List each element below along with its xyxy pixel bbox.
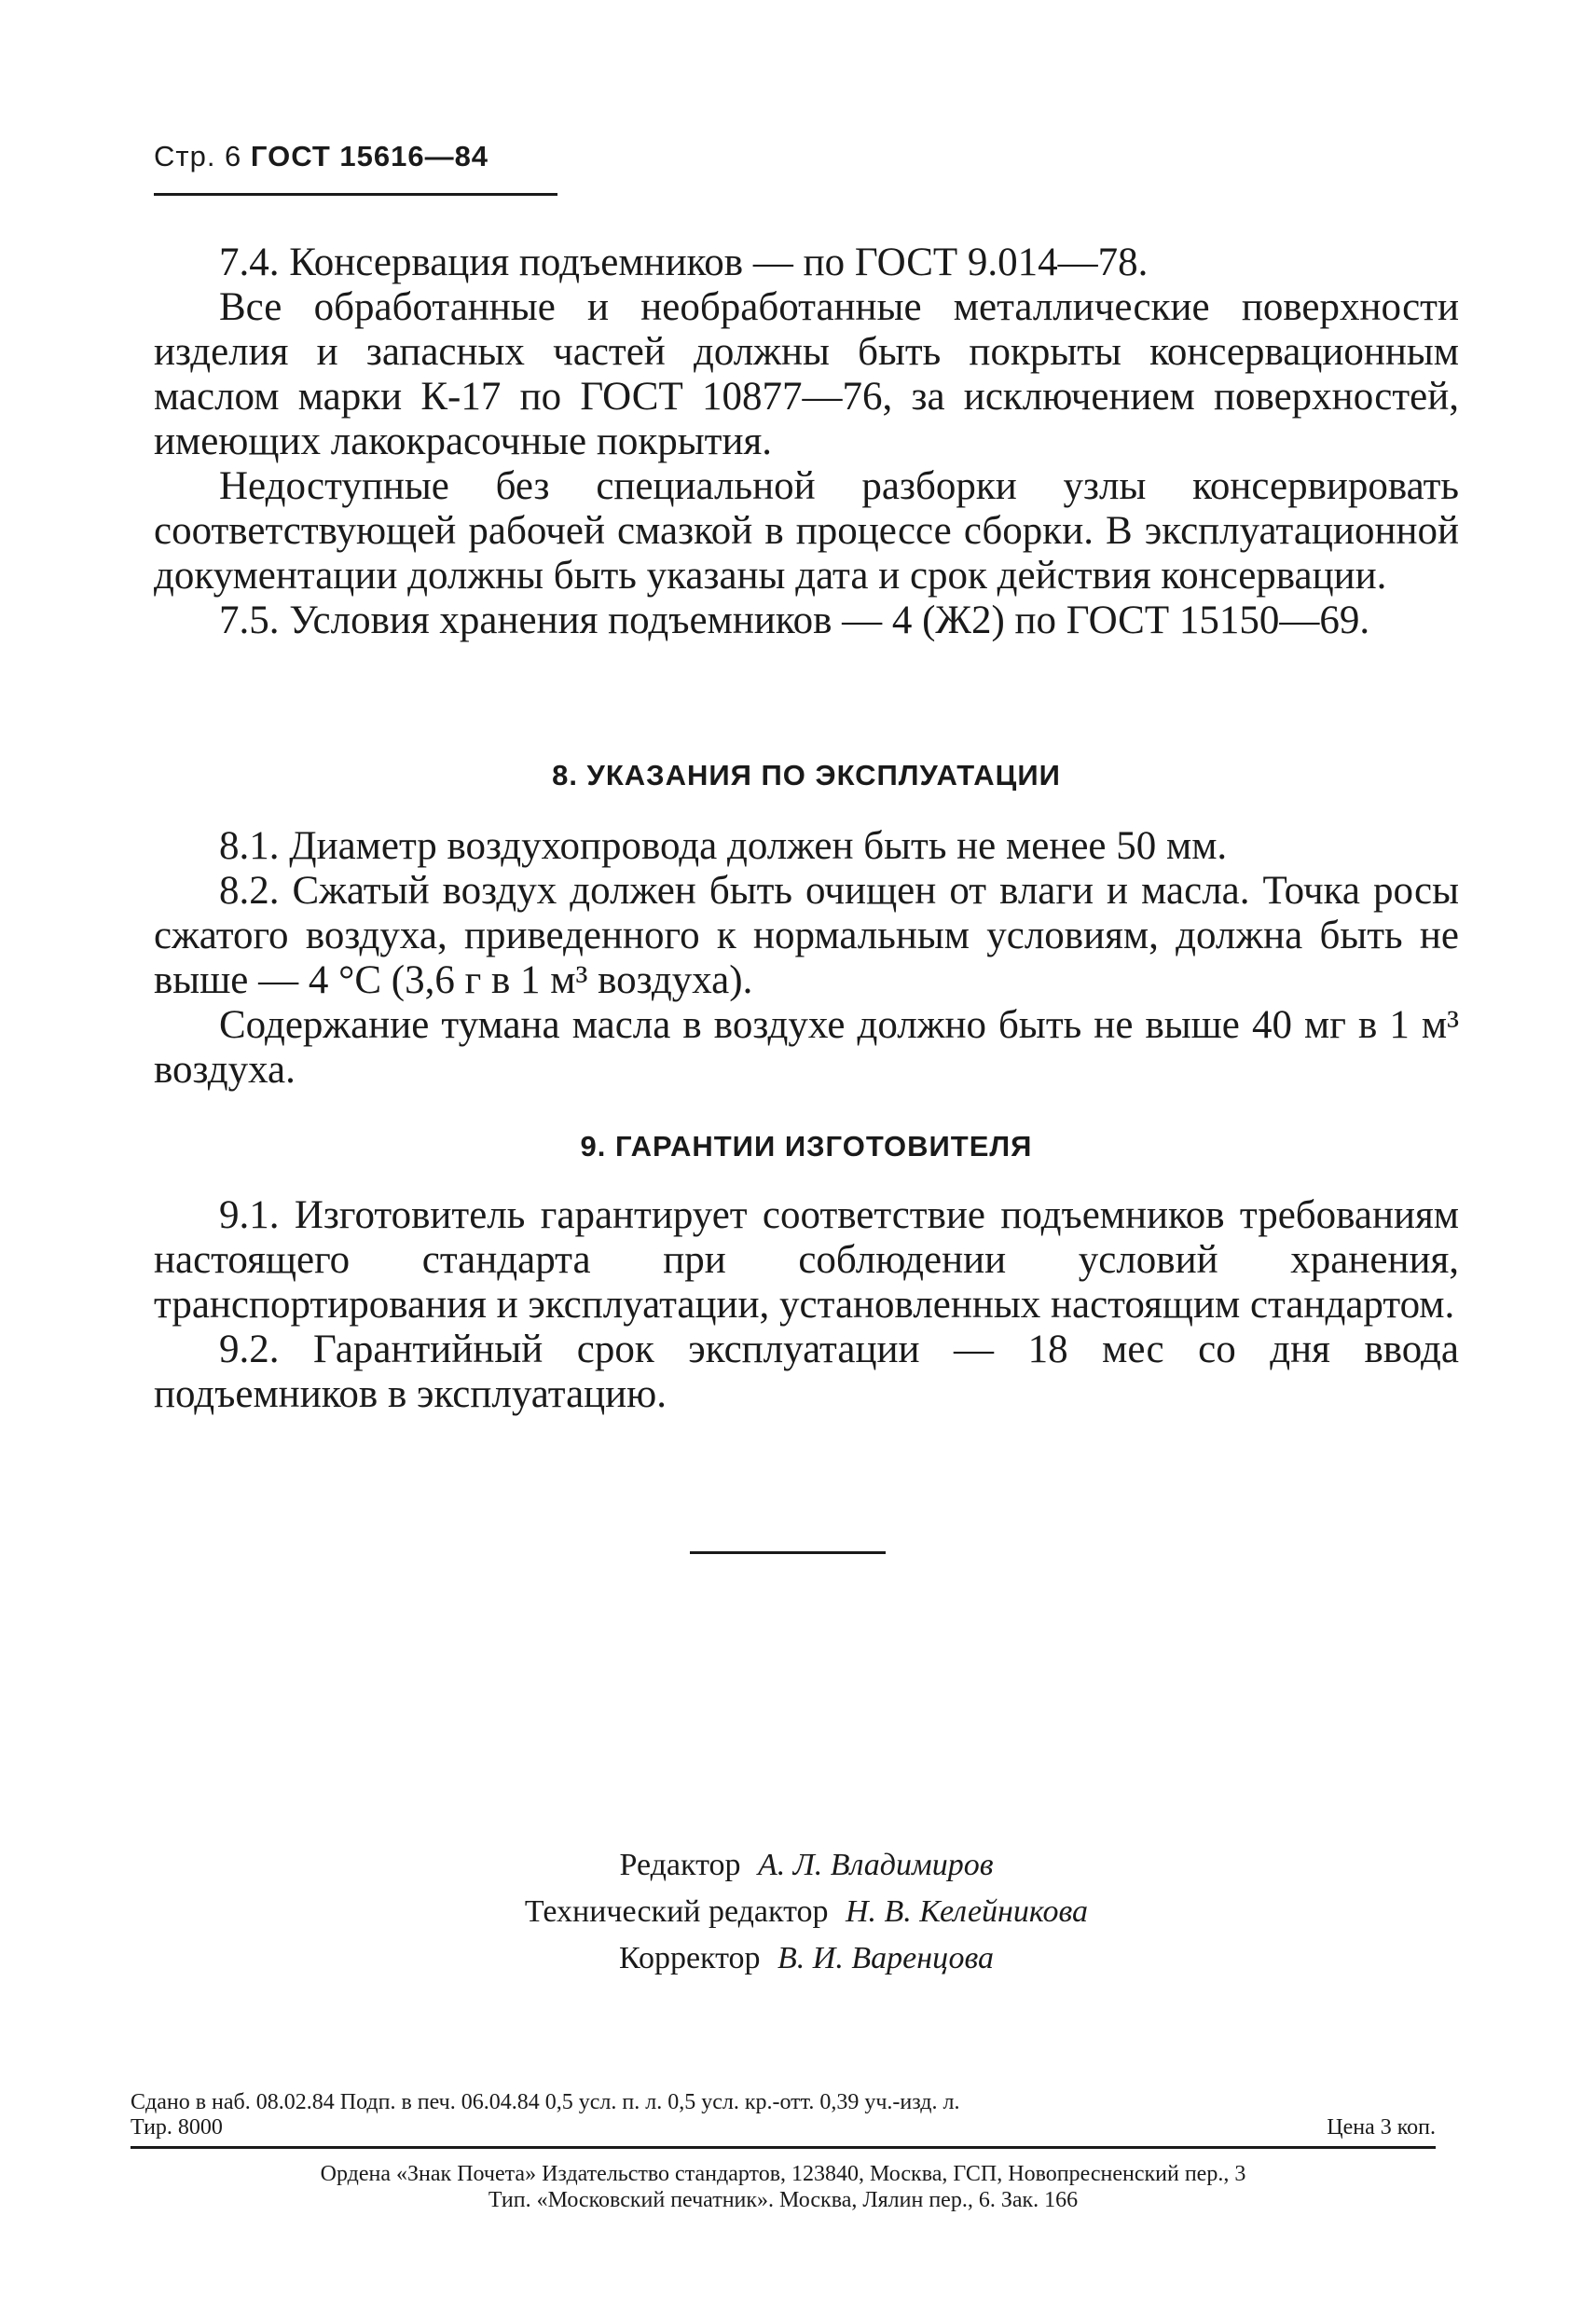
paragraph-7-5: 7.5. Условия хранения подъемников — 4 (Ж2) по ГОСТ 15150—69. <box>219 599 1370 642</box>
imprint-line-1 <box>131 2091 1436 2113</box>
credit-name: В. И. Варенцова <box>777 1941 995 1975</box>
paragraph-7-4-metal: Все обработанные и необработанные металлические поверхности изделия и запасных частей должны быть покрыты консервационным маслом марки К-17 по ГОСТ 10877—76, за исключением поверхностей, имеющих лакокрасочные покрытия. <box>154 285 1459 463</box>
imprint-print-run: Тир. 8000 <box>131 2115 223 2140</box>
paragraph-9-1: 9.1. Изготовитель гарантирует соответствие подъемников требованиям настоящего стандарта при соблюдении условий хранения, транспортирования и эксплуатации, установленных настоящим стандартом. <box>154 1193 1459 1327</box>
page-number: Стр. 6 <box>154 140 242 172</box>
paragraph-8-2: 8.2. Сжатый воздух должен быть очищен от влаги и масла. Точка росы сжатого воздуха, приведенного к нормальным условиям, должна быть не выше — 4 °С (3,6 г в 1 м³ воздуха). <box>154 869 1459 1002</box>
running-header <box>154 140 488 173</box>
publisher-info <box>131 2161 1436 2213</box>
section-9-title: 9. ГАРАНТИИ ИЗГОТОВИТЕЛЯ <box>580 1130 1033 1163</box>
paragraph-9-2: 9.2. Гарантийный срок эксплуатации — 18 мес со дня ввода подъемников в эксплуатацию. <box>154 1328 1459 1416</box>
credit-name: Н. В. Келейникова <box>845 1894 1089 1929</box>
publisher-line-2: Тип. «Московский печатник». Москва, Лялин пер., 6. Зак. 166 <box>488 2188 1079 2212</box>
section-9-body <box>154 1193 1459 1417</box>
credit-technical-editor <box>154 1889 1459 1935</box>
editorial-credits <box>154 1842 1459 1982</box>
imprint-price: Цена 3 коп. <box>1327 2115 1436 2140</box>
credit-role: Редактор <box>619 1848 741 1882</box>
paragraph-8-2-oil-mist: Содержание тумана масла в воздухе должно быть не выше 40 мг в 1 м³ воздуха. <box>154 1003 1459 1092</box>
credit-role: Корректор <box>618 1941 761 1975</box>
header-rule <box>154 193 557 196</box>
standard-code: ГОСТ 15616—84 <box>250 140 489 172</box>
paragraph-7-4: 7.4. Консервация подъемников — по ГОСТ 9.014—78. <box>219 241 1149 284</box>
imprint-dates: Сдано в наб. 08.02.84 Подп. в печ. 06.04.84 0,5 усл. п. л. 0,5 усл. кр.-отт. 0,39 уч.-изд. л. <box>131 2090 960 2114</box>
credit-editor <box>154 1842 1459 1889</box>
end-of-text-rule <box>690 1551 886 1554</box>
paragraph-8-1: 8.1. Диаметр воздухопровода должен быть не менее 50 мм. <box>219 824 1228 868</box>
credit-name: А. Л. Владимиров <box>758 1848 994 1882</box>
imprint-rule <box>131 2146 1436 2149</box>
publisher-line-1: Ордена «Знак Почета» Издательство стандартов, 123840, Москва, ГСП, Новопресненский пер., 3 <box>320 2162 1246 2186</box>
section-8-body <box>154 824 1459 1093</box>
imprint-line-2 <box>131 2116 1436 2139</box>
credit-role: Технический редактор <box>524 1894 829 1929</box>
section-8-title: 8. УКАЗАНИЯ ПО ЭКСПЛУАТАЦИИ <box>552 759 1061 791</box>
section-7-body <box>154 241 1459 643</box>
credit-proofreader <box>154 1935 1459 1982</box>
paragraph-7-4-lubricant: Недоступные без специальной разборки узлы консервировать соответствующей рабочей смазкой в процессе сборки. В эксплуатационной документации должны быть указаны дата и срок действия консервации. <box>154 464 1459 598</box>
